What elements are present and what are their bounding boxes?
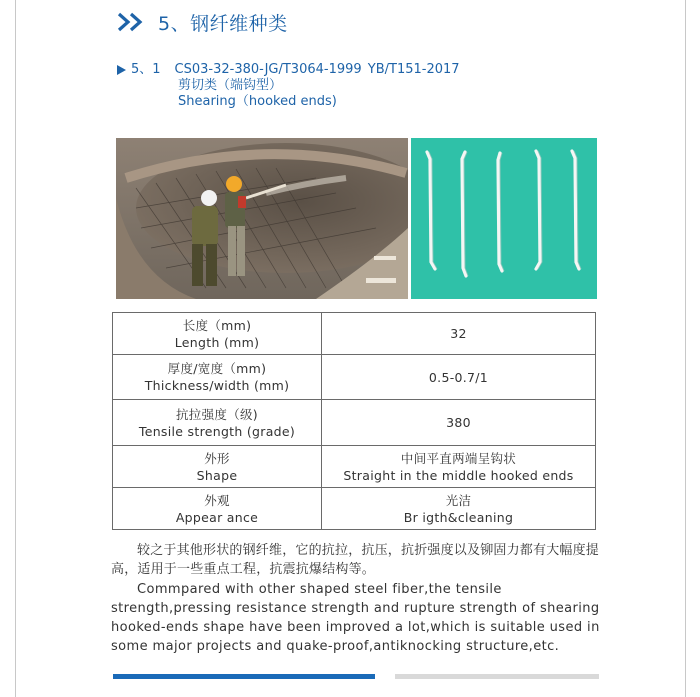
spec-label: [113, 355, 322, 400]
right-margin-line: [685, 0, 686, 697]
spec-value: [322, 355, 596, 400]
spec-label: [113, 488, 322, 530]
spec-label-cn: 长度（mm): [182, 317, 252, 333]
spec-value-text: 0.5-0.7/1: [428, 369, 489, 385]
table-row: [113, 400, 596, 446]
spec-value: [322, 488, 596, 530]
spec-value: [322, 313, 596, 355]
construction-photo: [116, 138, 408, 299]
page-title: 5、钢纤维种类: [158, 12, 288, 35]
spec-label-en: Appear ance: [175, 509, 259, 525]
spec-value-text: Straight in the middle hooked ends: [343, 467, 574, 483]
table-row: [113, 355, 596, 400]
table-row: [113, 488, 596, 530]
footer-accent-bar: [113, 674, 375, 679]
standard-codes: CS03-32-380-JG/T3064-1999 YB/T151-2017: [174, 62, 460, 77]
spec-label-cn: 外观: [204, 492, 230, 508]
description-cn: 较之于其他形状的钢纤维，它的抗拉，抗压，抗折强度以及铆固力都有大幅度提高，适用于一些重点工程，抗震抗爆结构等。: [111, 543, 600, 577]
spec-value: [322, 446, 596, 488]
spec-label-en: Tensile strength (grade): [138, 423, 296, 439]
spec-label-en: Thickness/width (mm): [144, 378, 290, 393]
subsection-heading: [117, 62, 460, 110]
left-margin-line: [15, 0, 16, 697]
spec-value-cn: 光洁: [445, 492, 472, 508]
table-row: [113, 446, 596, 488]
spec-value-text: 32: [450, 326, 467, 341]
table-row: [113, 313, 596, 355]
spec-table: [112, 312, 596, 530]
spec-label-cn: 抗拉强度（级): [176, 406, 258, 422]
steel-fiber-photo: [411, 138, 597, 299]
type-label-en: Shearing（hooked ends): [178, 94, 337, 109]
spec-label-en: Shape: [196, 467, 238, 483]
double-chevron-icon: [116, 11, 148, 33]
spec-value-text: 380: [446, 415, 471, 430]
footer-gray-bar: [395, 674, 599, 679]
description-en: Commpared with other shaped steel fiber,the tensile strength,pressing resistance strength and rupture strength of shearing hooked-ends shape have been improved a lot,which is suitable used in some major projects and quake-proof,antiknocking structure,etc.: [111, 582, 600, 654]
spec-value-text: Br igth&cleaning: [403, 509, 514, 525]
spec-value-cn: 中间平直两端呈钩状: [400, 450, 517, 466]
spec-label-en: Length (mm): [174, 334, 260, 350]
spec-label: [113, 446, 322, 488]
section-header: [116, 8, 288, 36]
type-label-cn: 剪切类（端钩型）: [178, 78, 283, 93]
spec-label: [113, 313, 322, 355]
triangle-bullet-icon: [117, 65, 126, 75]
spec-label-cn: 厚度/宽度（mm): [167, 361, 267, 376]
spec-label: [113, 400, 322, 446]
subsection-number: 5、1: [131, 62, 161, 77]
spec-label-cn: 外形: [204, 450, 230, 466]
spec-value: [322, 400, 596, 446]
